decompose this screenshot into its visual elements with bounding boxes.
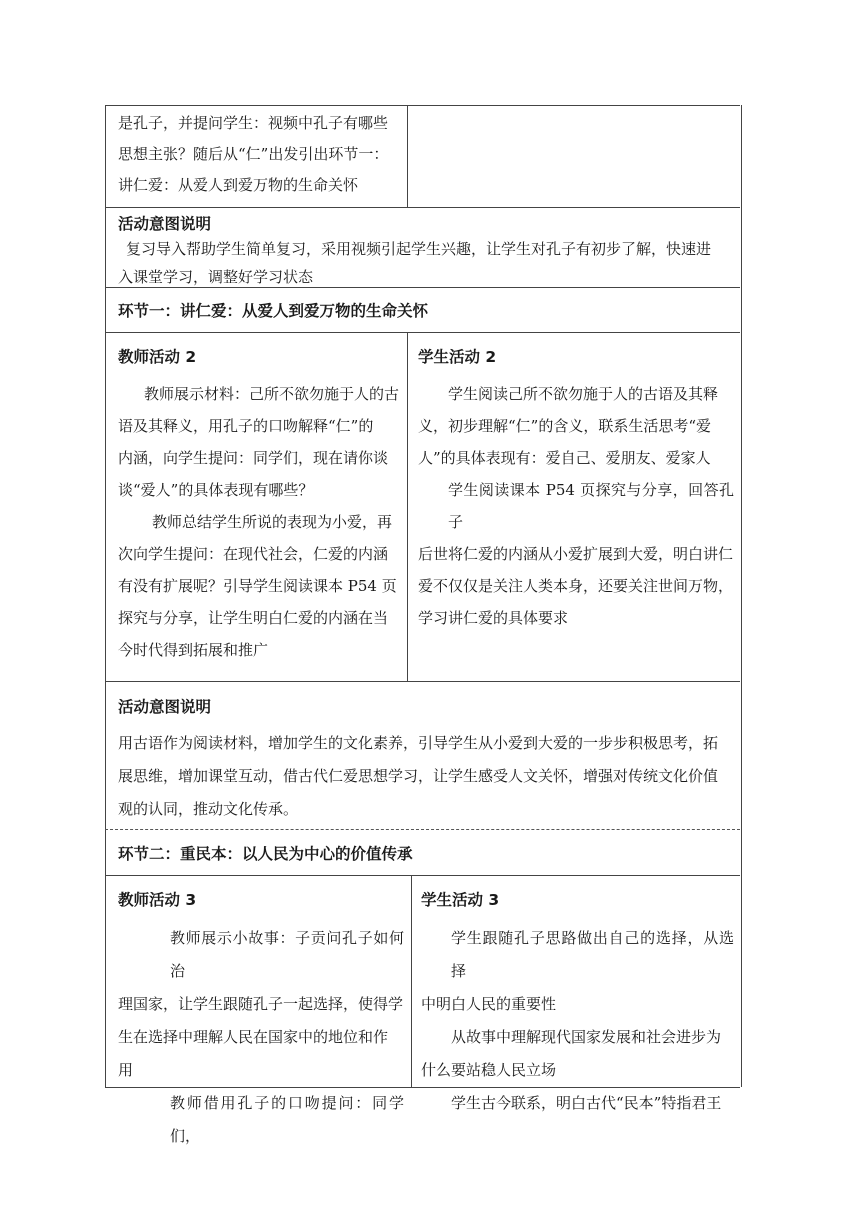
text-line: 次向学生提问：在现代社会，仁爱的内涵 bbox=[118, 545, 389, 563]
text-line: 教师借用孔子的口吻提问：同学们， bbox=[170, 1094, 404, 1145]
text-line: 探究与分享，让学生明白仁爱的内涵在当 bbox=[118, 609, 389, 627]
text-line: 教师展示材料：己所不欲勿施于人的古 bbox=[144, 385, 400, 403]
text-line: 复习导入帮助学生简单复习，采用视频引起学生兴趣，让学生对孔子有初步了解，快速进 bbox=[126, 240, 712, 258]
activity-intent-heading: 活动意图说明 bbox=[118, 215, 212, 233]
text-line: 用 bbox=[118, 1061, 134, 1079]
column-divider bbox=[407, 332, 408, 681]
text-line: 从故事中理解现代国家发展和社会进步为 bbox=[451, 1028, 722, 1046]
row-divider bbox=[105, 681, 740, 682]
text-line: 爱不仅仅是关注人类本身，还要关注世间万物， bbox=[418, 577, 734, 595]
teacher-activity-text bbox=[118, 378, 400, 666]
text-line: 入课堂学习，调整好学习状态 bbox=[118, 268, 314, 286]
student-activity-heading: 学生活动 2 bbox=[418, 348, 497, 366]
activity-intent-text bbox=[118, 727, 730, 826]
text-line: 学生跟随孔子思路做出自己的选择，从选择 bbox=[451, 929, 734, 980]
table-top-border bbox=[105, 105, 740, 106]
activity-intent-text bbox=[118, 235, 730, 291]
column-divider bbox=[407, 105, 408, 207]
text-line: 讲仁爱：从爱人到爱万物的生命关怀 bbox=[118, 176, 359, 194]
activity-intent-heading: 活动意图说明 bbox=[118, 698, 212, 716]
text-line: 展思维，增加课堂互动，借古代仁爱思想学习，让学生感受人文关怀，增强对传统文化价值 bbox=[118, 767, 719, 785]
text-line: 语及其释义，用孔子的口吻解释“仁”的 bbox=[118, 417, 374, 435]
text-line: 中明白人民的重要性 bbox=[421, 995, 557, 1013]
teacher-activity-heading: 教师活动 3 bbox=[118, 891, 197, 909]
row-divider bbox=[105, 875, 740, 876]
teacher-activity-continued bbox=[118, 108, 400, 201]
text-line: 学生古今联系，明白古代“民本”特指君王 bbox=[451, 1094, 722, 1112]
text-line: 学生阅读课本 P54 页探究与分享，回答孔子 bbox=[448, 481, 734, 531]
section-heading: 环节一：讲仁爱：从爱人到爱万物的生命关怀 bbox=[118, 302, 429, 320]
row-divider bbox=[105, 332, 740, 333]
text-line: 学生阅读己所不欲勿施于人的古语及其释 bbox=[448, 385, 719, 403]
text-line: 内涵，向学生提问：同学们，现在请你谈 bbox=[118, 449, 389, 467]
text-line: 人”的具体表现有：爱自己、爱朋友、爱家人 bbox=[418, 449, 711, 467]
text-line: 生在选择中理解人民在国家中的地位和作 bbox=[118, 1028, 389, 1046]
text-line: 理国家，让学生跟随孔子一起选择，使得学 bbox=[118, 995, 404, 1013]
teacher-activity-heading: 教师活动 2 bbox=[118, 348, 197, 366]
text-line: 后世将仁爱的内涵从小爱扩展到大爱，明白讲仁 bbox=[418, 545, 734, 563]
text-line: 是孔子，并提问学生：视频中孔子有哪些 bbox=[118, 114, 389, 132]
text-line: 谈“爱人”的具体表现有哪些？ bbox=[118, 481, 314, 499]
section-heading: 环节二：重民本：以人民为中心的价值传承 bbox=[118, 845, 413, 863]
text-line: 义，初步理解“仁”的含义，联系生活思考“爱 bbox=[418, 417, 712, 435]
row-divider bbox=[105, 207, 740, 208]
text-line: 思想主张？随后从“仁”出发引出环节一： bbox=[118, 145, 389, 163]
teacher-activity-text bbox=[118, 922, 404, 1153]
student-activity-heading: 学生活动 3 bbox=[421, 891, 500, 909]
text-line: 什么要站稳人民立场 bbox=[421, 1061, 557, 1079]
student-activity-text bbox=[418, 378, 734, 634]
row-divider bbox=[105, 829, 740, 830]
student-activity-text bbox=[421, 922, 734, 1120]
text-line: 教师展示小故事：子贡问孔子如何治 bbox=[170, 929, 404, 980]
text-line: 学习讲仁爱的具体要求 bbox=[418, 609, 569, 627]
text-line: 观的认同，推动文化传承。 bbox=[118, 800, 299, 818]
text-line: 今时代得到拓展和推广 bbox=[118, 641, 269, 659]
column-divider bbox=[411, 875, 412, 1087]
text-line: 用古语作为阅读材料，增加学生的文化素养，引导学生从小爱到大爱的一步步积极思考，拓 bbox=[118, 734, 719, 752]
text-line: 有没有扩展呢？引导学生阅读课本 P54 页 bbox=[118, 577, 397, 595]
text-line: 教师总结学生所说的表现为小爱，再 bbox=[152, 513, 393, 531]
